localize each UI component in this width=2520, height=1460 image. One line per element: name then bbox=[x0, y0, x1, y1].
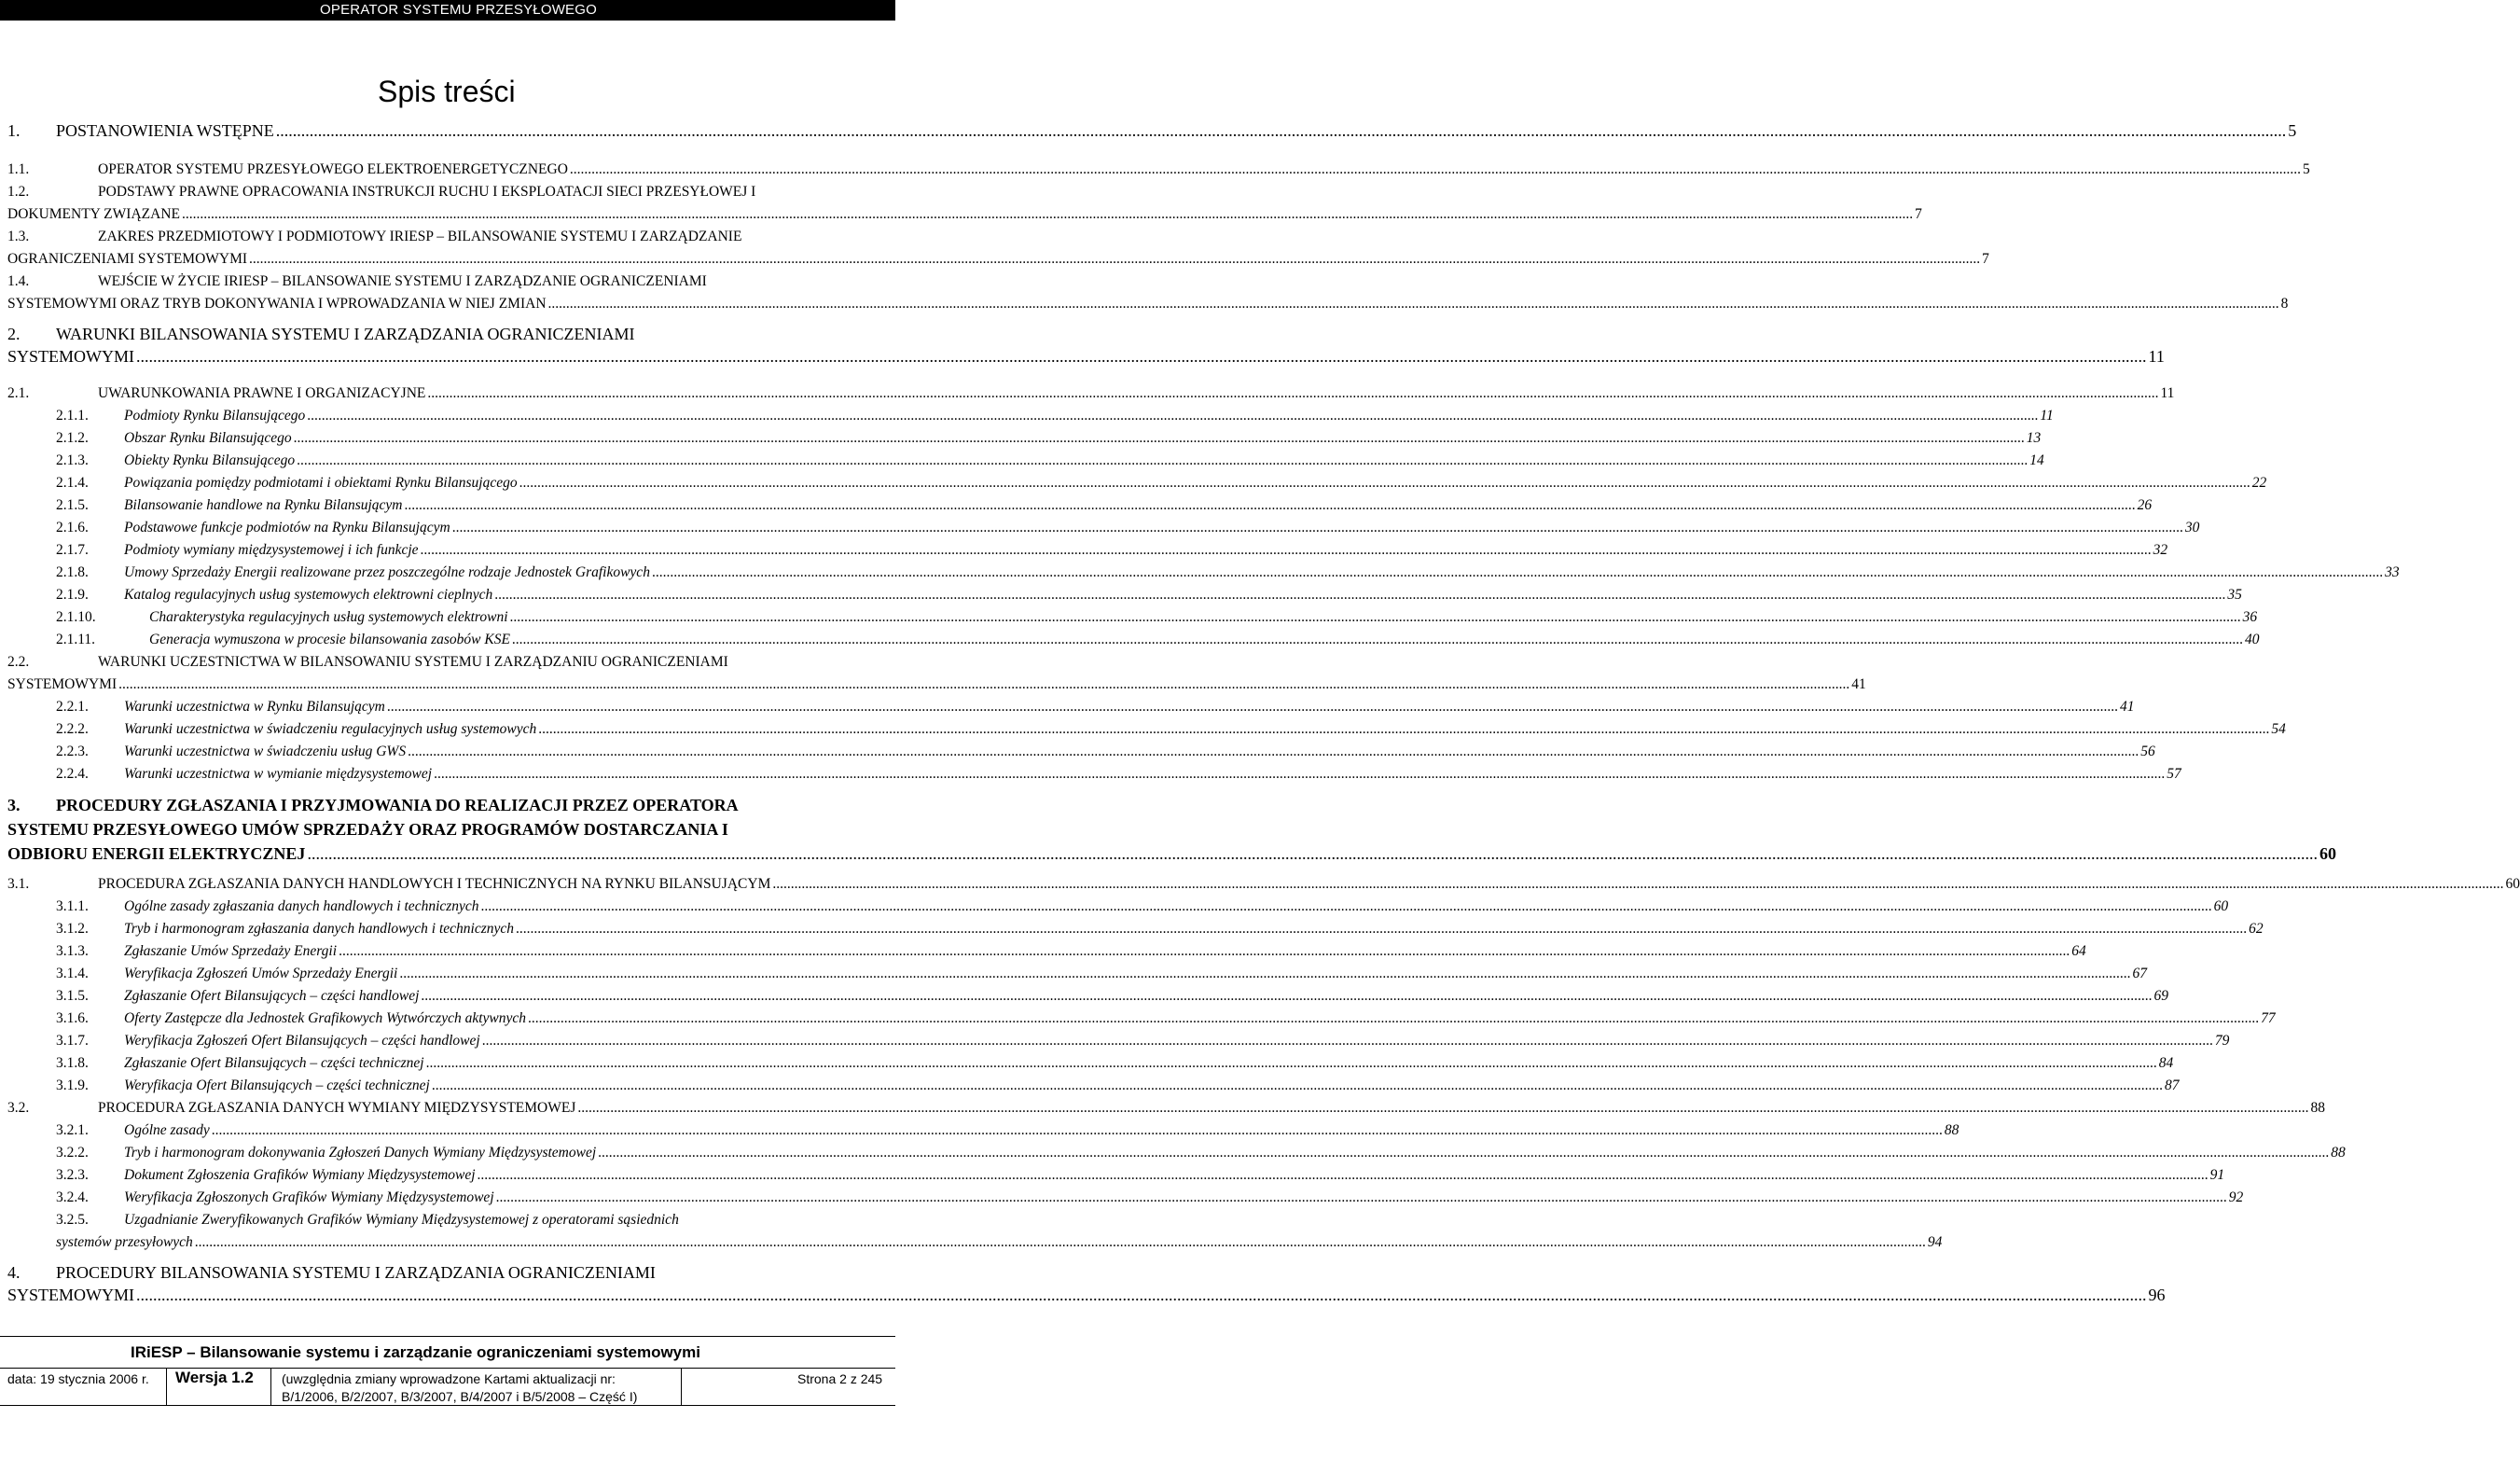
toc-entry-title: Oferty Zastępcze dla Jednostek Grafikowych Wytwórczych aktywnych bbox=[124, 1010, 527, 1026]
toc-page-number: 60 bbox=[2505, 876, 2520, 892]
toc-entry[interactable] bbox=[0, 896, 2229, 918]
toc-page-number: 7 bbox=[1915, 206, 1922, 222]
toc-page-number: 11 bbox=[2160, 385, 2175, 401]
toc-leader-dots bbox=[426, 1052, 2157, 1075]
toc-entry[interactable] bbox=[0, 718, 2286, 741]
toc-entry[interactable] bbox=[0, 763, 2181, 786]
toc-leader-dots bbox=[118, 674, 1849, 696]
toc-number: 3.1.3. bbox=[56, 943, 89, 959]
toc-page-number: 41 bbox=[1851, 676, 1866, 692]
toc-entry-title: DOKUMENTY ZWIĄZANE bbox=[7, 206, 180, 222]
toc-number: 2. bbox=[7, 325, 21, 343]
toc-leader-dots bbox=[538, 718, 2269, 741]
toc-entry-title: PROCEDURY ZGŁASZANIA I PRZYJMOWANIA DO REALIZACJI PRZEZ OPERATORA bbox=[56, 796, 739, 814]
toc-entry-title: Warunki uczestnictwa w świadczeniu regulacyjnych usług systemowych bbox=[124, 721, 537, 737]
toc-page-number: 35 bbox=[2227, 587, 2242, 603]
toc-number: 3. bbox=[7, 796, 21, 814]
toc-entry-title: Obiekty Rynku Bilansującego bbox=[124, 452, 296, 468]
toc-entry[interactable] bbox=[0, 1030, 2230, 1052]
toc-number: 3.1.8. bbox=[56, 1055, 89, 1071]
toc-entry[interactable] bbox=[0, 696, 2135, 718]
toc-page-number: 96 bbox=[2148, 1286, 2166, 1304]
toc-leader-dots bbox=[136, 345, 2147, 368]
toc-entry-title: Umowy Sprzedaży Energii realizowane przez poszczególne rodzaje Jednostek Grafikowych bbox=[124, 564, 650, 580]
toc-leader-dots bbox=[387, 696, 2118, 718]
toc-number: 1.2. bbox=[7, 184, 30, 200]
footer-divider bbox=[0, 1336, 895, 1337]
footer-date: data: 19 stycznia 2006 r. bbox=[7, 1371, 149, 1386]
toc-page-number: 13 bbox=[2026, 430, 2042, 446]
toc-entry-title: systemów przesyłowych bbox=[56, 1234, 193, 1250]
toc-number: 2.2.3. bbox=[56, 744, 89, 759]
toc-entry-title: SYSTEMOWYMI bbox=[7, 1286, 135, 1304]
toc-entry-title: ZAKRES PRZEDMIOTOWY I PODMIOTOWY IRIESP – BILANSOWANIE SYSTEMU I ZARZĄDZANIE bbox=[98, 229, 742, 244]
toc-entry-title: UWARUNKOWANIA PRAWNE I ORGANIZACYJNE bbox=[98, 385, 426, 401]
toc-entry[interactable] bbox=[0, 450, 2044, 472]
toc-page-number: 77 bbox=[2261, 1010, 2276, 1026]
toc-number: 2.1. bbox=[7, 385, 30, 401]
toc-leader-dots bbox=[510, 606, 2241, 629]
toc-leader-dots bbox=[519, 472, 2250, 494]
toc-entry-title: Weryfikacja Zgłoszeń Umów Sprzedaży Energii bbox=[124, 966, 398, 981]
toc-entry[interactable] bbox=[0, 963, 2147, 985]
toc-page-number: 40 bbox=[2245, 632, 2260, 647]
toc-leader-dots bbox=[516, 918, 2247, 940]
toc-entry-title: Generacja wymuszona w procesie bilansowania zasobów KSE bbox=[149, 632, 510, 647]
toc-entry-title: Charakterystyka regulacyjnych usług systemowych elektrowni bbox=[149, 609, 508, 625]
toc-entry[interactable] bbox=[0, 119, 2297, 142]
toc-entry[interactable] bbox=[0, 226, 1989, 271]
toc-number: 3.1.5. bbox=[56, 988, 89, 1004]
toc-page-number: 87 bbox=[2164, 1078, 2180, 1093]
toc-number: 1.4. bbox=[7, 273, 30, 289]
toc-leader-dots bbox=[482, 1030, 2213, 1052]
toc-number: 2.1.11. bbox=[56, 632, 96, 647]
toc-number: 3.2.1. bbox=[56, 1122, 89, 1138]
toc-number: 2.1.8. bbox=[56, 564, 89, 580]
toc-entry-title: PODSTAWY PRAWNE OPRACOWANIA INSTRUKCJI RUCHU I EKSPLOATACJI SIECI PRZESYŁOWEJ I bbox=[98, 184, 756, 200]
toc-leader-dots bbox=[421, 539, 2152, 562]
toc-entry-title: Zgłaszanie Umów Sprzedaży Energii bbox=[124, 943, 338, 959]
toc-page-number: 14 bbox=[2029, 452, 2044, 468]
toc-entry-title: Podmioty wymiany międzysystemowej i ich funkcje bbox=[124, 542, 419, 558]
footer-changes-line1: (uwzględnia zmiany wprowadzone Kartami aktualizacji nr: bbox=[282, 1371, 616, 1386]
toc-page-number: 22 bbox=[2251, 475, 2267, 491]
toc-number: 2.1.3. bbox=[56, 452, 89, 468]
toc-number: 2.1.5. bbox=[56, 497, 89, 513]
toc-entry[interactable] bbox=[0, 1164, 2225, 1187]
toc-leader-dots bbox=[496, 1187, 2227, 1209]
toc-page-number: 60 bbox=[2319, 844, 2336, 863]
footer-divider bbox=[0, 1368, 895, 1369]
toc-page-number: 30 bbox=[2184, 520, 2200, 535]
footer-divider bbox=[0, 1405, 895, 1406]
toc-entry[interactable] bbox=[0, 584, 2242, 606]
toc-leader-dots bbox=[570, 159, 2301, 181]
toc-entry-title: Katalog regulacyjnych usług systemowych elektrowni cieplnych bbox=[124, 587, 493, 603]
toc-leader-dots bbox=[432, 1075, 2163, 1097]
toc-entry-title: Obszar Rynku Bilansującego bbox=[124, 430, 292, 446]
toc-number: 3.1.2. bbox=[56, 921, 89, 937]
toc-number: 3.1.9. bbox=[56, 1078, 89, 1093]
toc-number: 1.1. bbox=[7, 161, 30, 177]
toc-page-number: 88 bbox=[2310, 1100, 2325, 1116]
toc-number: 3.1.6. bbox=[56, 1010, 89, 1026]
page-title: Spis treści bbox=[378, 75, 516, 108]
toc-number: 3.2. bbox=[7, 1100, 30, 1116]
toc-entry[interactable] bbox=[0, 985, 2169, 1008]
toc-entry[interactable] bbox=[0, 1187, 2244, 1209]
toc-leader-dots bbox=[481, 896, 2212, 918]
footer-separator bbox=[166, 1368, 167, 1405]
toc-entry-title: WARUNKI UCZESTNICTWA W BILANSOWANIU SYSTEMU I ZARZĄDZANIU OGRANICZENIAMI bbox=[98, 654, 728, 670]
toc-page-number: 92 bbox=[2228, 1189, 2244, 1205]
toc-page-number: 57 bbox=[2167, 766, 2181, 782]
toc-entry-title: SYSTEMOWYMI bbox=[7, 347, 135, 366]
toc-entry-title: WARUNKI BILANSOWANIA SYSTEMU I ZARZĄDZANIA OGRANICZENIAMI bbox=[56, 325, 635, 343]
toc-number: 2.1.1. bbox=[56, 408, 89, 424]
toc-number: 3.2.2. bbox=[56, 1145, 89, 1161]
toc-leader-dots bbox=[598, 1142, 2329, 1164]
toc-leader-dots bbox=[427, 382, 2158, 405]
toc-leader-dots bbox=[452, 517, 2183, 539]
toc-entry[interactable] bbox=[0, 1008, 2276, 1030]
toc-number: 2.1.2. bbox=[56, 430, 89, 446]
toc-page-number: 60 bbox=[2213, 898, 2229, 914]
toc-entry[interactable] bbox=[0, 1075, 2180, 1097]
toc-leader-dots bbox=[494, 584, 2225, 606]
toc-number: 3.2.4. bbox=[56, 1189, 89, 1205]
toc-leader-dots bbox=[548, 293, 2279, 315]
toc-entry[interactable] bbox=[0, 1097, 2325, 1119]
toc-number: 3.2.3. bbox=[56, 1167, 89, 1183]
toc-number: 2.1.9. bbox=[56, 587, 89, 603]
toc-leader-dots bbox=[276, 119, 2287, 142]
toc-number: 2.1.7. bbox=[56, 542, 89, 558]
toc-leader-dots bbox=[528, 1008, 2259, 1030]
toc-entry[interactable] bbox=[0, 562, 2400, 584]
toc-entry[interactable] bbox=[0, 472, 2267, 494]
toc-page-number: 64 bbox=[2071, 943, 2086, 959]
header-bar bbox=[0, 0, 895, 21]
toc-entry-title: SYSTEMU PRZESYŁOWEGO UMÓW SPRZEDAŻY ORAZ PROGRAMÓW DOSTARCZANIA I bbox=[7, 820, 728, 839]
toc-entry-title: WEJŚCIE W ŻYCIE IRIESP – BILANSOWANIE SYSTEMU I ZARZĄDZANIE OGRANICZENIAMI bbox=[98, 273, 707, 289]
toc-entry[interactable] bbox=[0, 382, 2175, 405]
toc-page-number: 54 bbox=[2271, 721, 2286, 737]
toc-page-number: 26 bbox=[2137, 497, 2153, 513]
footer-separator bbox=[270, 1368, 271, 1405]
toc-entry-title: Weryfikacja Zgłoszonych Grafików Wymiany Międzysystemowej bbox=[124, 1189, 494, 1205]
toc-page-number: 79 bbox=[2214, 1033, 2230, 1049]
toc-entry-title: PROCEDURA ZGŁASZANIA DANYCH HANDLOWYCH I TECHNICZNYCH NA RYNKU BILANSUJĄCYM bbox=[98, 876, 771, 892]
toc-entry-title: SYSTEMOWYMI ORAZ TRYB DOKONYWANIA I WPROWADZANIA W NIEJ ZMIAN bbox=[7, 296, 547, 312]
toc-entry-title: Bilansowanie handlowe na Rynku Bilansującym bbox=[124, 497, 403, 513]
toc-entry-title: Zgłaszanie Ofert Bilansujących – części technicznej bbox=[124, 1055, 424, 1071]
toc-entry[interactable] bbox=[0, 629, 2260, 651]
toc-page-number: 84 bbox=[2158, 1055, 2174, 1071]
toc-page-number: 5 bbox=[2288, 121, 2297, 140]
toc-number: 2.1.6. bbox=[56, 520, 89, 535]
toc-page-number: 7 bbox=[1982, 251, 1989, 267]
toc-page-number: 91 bbox=[2209, 1167, 2225, 1183]
toc-entry-title: Zgłaszanie Ofert Bilansujących – części handlowej bbox=[124, 988, 420, 1004]
toc-entry-title: Dokument Zgłoszenia Grafików Wymiany Międzysystemowej bbox=[124, 1167, 476, 1183]
toc-entry[interactable] bbox=[0, 873, 2520, 896]
toc-number: 2.1.10. bbox=[56, 609, 96, 625]
toc-entry[interactable] bbox=[0, 271, 2289, 315]
toc-entry-title: PROCEDURY BILANSOWANIA SYSTEMU I ZARZĄDZANIA OGRANICZENIAMI bbox=[56, 1263, 656, 1282]
toc-leader-dots bbox=[249, 248, 1980, 271]
toc-entry[interactable] bbox=[0, 940, 2086, 963]
toc-entry[interactable] bbox=[0, 918, 2264, 940]
toc-leader-dots bbox=[339, 940, 2070, 963]
toc-leader-dots bbox=[182, 203, 1913, 226]
toc-entry-title: Ogólne zasady zgłaszania danych handlowych i technicznych bbox=[124, 898, 479, 914]
toc-leader-dots bbox=[195, 1231, 1926, 1254]
toc-page-number: 56 bbox=[2140, 744, 2155, 759]
toc-leader-dots bbox=[136, 1284, 2147, 1306]
toc-number: 2.2.4. bbox=[56, 766, 89, 782]
toc-number: 2.2.2. bbox=[56, 721, 89, 737]
toc-leader-dots bbox=[652, 562, 2383, 584]
toc-entry-title: POSTANOWIENIA WSTĘPNE bbox=[56, 121, 274, 140]
toc-leader-dots bbox=[307, 405, 2038, 427]
toc-entry[interactable] bbox=[0, 606, 2258, 629]
toc-leader-dots bbox=[399, 963, 2130, 985]
toc-entry[interactable] bbox=[0, 1261, 2166, 1306]
toc-number: 3.1. bbox=[7, 876, 30, 892]
toc-leader-dots bbox=[478, 1164, 2208, 1187]
toc-entry[interactable] bbox=[0, 539, 2168, 562]
toc-entry-title: Tryb i harmonogram dokonywania Zgłoszeń Danych Wymiany Międzysystemowej bbox=[124, 1145, 597, 1161]
toc-leader-dots bbox=[294, 427, 2025, 450]
toc-entry[interactable] bbox=[0, 517, 2200, 539]
toc-page-number: 8 bbox=[2280, 296, 2289, 312]
toc-entry-title: OPERATOR SYSTEMU PRZESYŁOWEGO ELEKTROENERGETYCZNEGO bbox=[98, 161, 568, 177]
toc-page-number: 88 bbox=[2331, 1145, 2346, 1161]
toc-page-number: 32 bbox=[2153, 542, 2168, 558]
footer-separator bbox=[681, 1368, 682, 1405]
toc-number: 4. bbox=[7, 1263, 21, 1282]
toc-entry-title: Powiązania pomiędzy podmiotami i obiektami Rynku Bilansującego bbox=[124, 475, 518, 491]
toc-number: 2.2.1. bbox=[56, 699, 89, 715]
toc-entry-title: Podmioty Rynku Bilansującego bbox=[124, 408, 306, 424]
footer-changes-line2: B/1/2006, B/2/2007, B/3/2007, B/4/2007 i B/5/2008 – Część I) bbox=[282, 1389, 638, 1404]
toc-leader-dots bbox=[297, 450, 2028, 472]
toc-entry-title: Warunki uczestnictwa w wymianie międzysystemowej bbox=[124, 766, 433, 782]
toc-number: 3.2.5. bbox=[56, 1212, 89, 1228]
toc-page-number: 94 bbox=[1927, 1234, 1943, 1250]
toc-entry[interactable] bbox=[0, 181, 1922, 226]
toc-entry[interactable] bbox=[0, 651, 1866, 696]
toc-entry-title: OGRANICZENIAMI SYSTEMOWYMI bbox=[7, 251, 248, 267]
toc-number: 3.1.1. bbox=[56, 898, 89, 914]
toc-leader-dots bbox=[421, 985, 2152, 1008]
toc-entry[interactable] bbox=[0, 405, 2054, 427]
toc-entry-title: PROCEDURA ZGŁASZANIA DANYCH WYMIANY MIĘDZYSYSTEMOWEJ bbox=[98, 1100, 576, 1116]
toc-page-number: 5 bbox=[2303, 161, 2310, 177]
toc-entry[interactable] bbox=[0, 793, 2336, 866]
toc-entry-title: Tryb i harmonogram zgłaszania danych handlowych i technicznych bbox=[124, 921, 515, 937]
toc-page-number: 69 bbox=[2153, 988, 2169, 1004]
toc-entry[interactable] bbox=[0, 741, 2155, 763]
toc-leader-dots bbox=[307, 841, 2318, 866]
toc-number: 1.3. bbox=[7, 229, 30, 244]
toc-page-number: 41 bbox=[2119, 699, 2135, 715]
toc-entry-title: ODBIORU ENERGII ELEKTRYCZNEJ bbox=[7, 844, 306, 863]
toc-leader-dots bbox=[772, 873, 2503, 896]
toc-entry[interactable] bbox=[0, 427, 2042, 450]
toc-page-number: 67 bbox=[2132, 966, 2147, 981]
toc-entry-title: Warunki uczestnictwa w świadczeniu usług GWS bbox=[124, 744, 407, 759]
toc-entry-title: Ogólne zasady bbox=[124, 1122, 210, 1138]
toc-page-number: 88 bbox=[1944, 1122, 1959, 1138]
toc-entry-title: SYSTEMOWYMI bbox=[7, 676, 118, 692]
toc-entry[interactable] bbox=[0, 1119, 1959, 1142]
toc-leader-dots bbox=[434, 763, 2165, 786]
header-title: OPERATOR SYSTEMU PRZESYŁOWEGO bbox=[320, 2, 597, 18]
toc-leader-dots bbox=[404, 494, 2135, 517]
toc-entry-title: Weryfikacja Ofert Bilansujących – części technicznej bbox=[124, 1078, 430, 1093]
toc-leader-dots bbox=[512, 629, 2243, 651]
toc-page-number: 36 bbox=[2242, 609, 2258, 625]
toc-entry-title: Podstawowe funkcje podmiotów na Rynku Bilansującym bbox=[124, 520, 450, 535]
toc-entry-title: Weryfikacja Zgłoszeń Ofert Bilansujących – części handlowej bbox=[124, 1033, 480, 1049]
toc-page-number: 62 bbox=[2249, 921, 2264, 937]
toc-number: 3.1.4. bbox=[56, 966, 89, 981]
toc-entry-title: Warunki uczestnictwa w Rynku Bilansującym bbox=[124, 699, 385, 715]
toc-entry[interactable] bbox=[0, 1209, 1943, 1254]
toc-number: 1. bbox=[7, 121, 21, 140]
toc-leader-dots bbox=[577, 1097, 2308, 1119]
toc-entry-title: Uzgadnianie Zweryfikowanych Grafików Wymiany Międzysystemowej z operatorami sąsiednich bbox=[124, 1212, 679, 1228]
toc-page-number: 11 bbox=[2040, 408, 2054, 424]
toc-entry[interactable] bbox=[0, 1052, 2174, 1075]
toc-page-number: 11 bbox=[2148, 347, 2165, 366]
toc-page-number: 33 bbox=[2385, 564, 2400, 580]
toc-number: 2.2. bbox=[7, 654, 30, 670]
toc-entry[interactable] bbox=[0, 494, 2153, 517]
toc-number: 3.1.7. bbox=[56, 1033, 89, 1049]
toc-entry[interactable] bbox=[0, 159, 2310, 181]
footer-version: Wersja 1.2 bbox=[175, 1369, 254, 1386]
toc-entry[interactable] bbox=[0, 323, 2165, 368]
footer-title: IRiESP – Bilansowanie systemu i zarządzanie ograniczeniami systemowymi bbox=[131, 1343, 700, 1361]
toc-number: 2.1.4. bbox=[56, 475, 89, 491]
toc-leader-dots bbox=[408, 741, 2139, 763]
footer-page-number: Strona 2 z 245 bbox=[797, 1371, 883, 1386]
toc-leader-dots bbox=[212, 1119, 1943, 1142]
toc-entry[interactable] bbox=[0, 1142, 2346, 1164]
